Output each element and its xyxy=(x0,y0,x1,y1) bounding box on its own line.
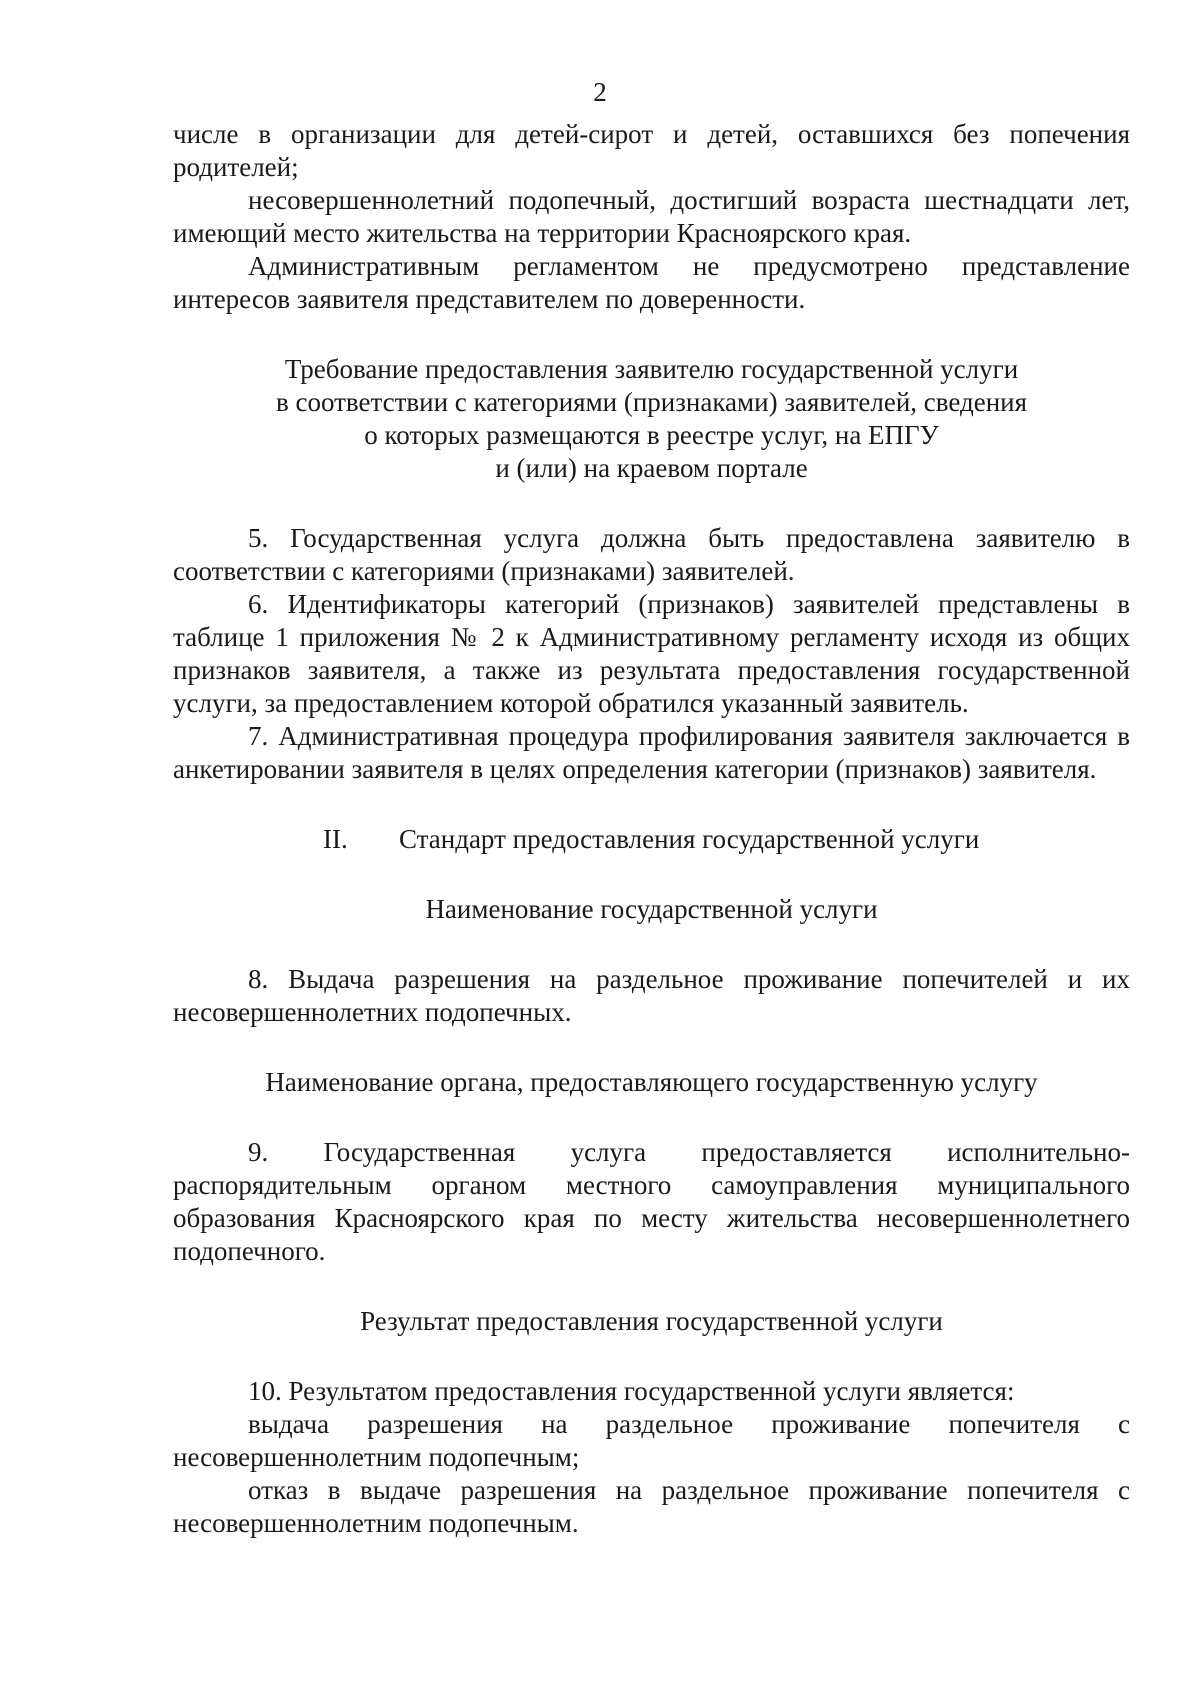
heading-requirement xyxy=(173,353,1130,485)
page-number: 2 xyxy=(593,77,607,107)
section-number: II. xyxy=(323,824,348,854)
paragraph-continuation-line1: числе в организации для детей-сирот и детей, оставшихся без попечения xyxy=(173,119,1130,149)
paragraph-10: 10. Результатом предоставления государственной услуги является: xyxy=(248,1376,1015,1406)
paragraph-5: 5. Государственная услуга должна быть предоставлена заявителю в соответствии с категориями (признаками) заявителей. xyxy=(173,523,1130,586)
paragraph-10-refusal: отказ в выдаче разрешения на раздельное проживание попечителя с несовершеннолетним подопечным. xyxy=(173,1475,1130,1538)
paragraph-8: 8. Выдача разрешения на раздельное проживание попечителей и их несовершеннолетних подопечных. xyxy=(173,964,1130,1027)
paragraph-continuation-line2: родителей; xyxy=(173,152,299,182)
paragraph-no-representation: Административным регламентом не предусмотрено представление интересов заявителя представителем по доверенности. xyxy=(173,251,1130,314)
heading-requirement-line: и (или) на краевом портале xyxy=(495,453,808,483)
heading-providing-organ: Наименование органа, предоставляющего государственную услугу xyxy=(265,1067,1038,1097)
heading-requirement-line: Требование предоставления заявителю государственной услуги xyxy=(284,354,1019,384)
document-body xyxy=(173,118,1130,1540)
section-heading xyxy=(173,823,1130,856)
paragraph-9: 9. Государственная услуга предоставляется исполнительно-распорядительным органом местного самоуправления муниципального образования Красноярского края по месту жительства несовершеннолетнего подопечного. xyxy=(173,1137,1130,1266)
paragraph-minor-ward: несовершеннолетний подопечный, достигший возраста шестнадцати лет, имеющий место жительства на территории Красноярского края. xyxy=(173,185,1130,248)
heading-service-name: Наименование государственной услуги xyxy=(425,894,878,924)
paragraph-10-issue: выдача разрешения на раздельное проживание попечителя с несовершеннолетним подопечным; xyxy=(173,1409,1130,1472)
heading-result: Результат предоставления государственной услуги xyxy=(360,1306,943,1336)
heading-requirement-line: в соответствии с категориями (признаками) заявителей, сведения xyxy=(275,387,1028,417)
paragraph-7: 7. Административная процедура профилирования заявителя заключается в анкетировании заявителя в целях определения категории (признаков) заявителя. xyxy=(173,721,1130,784)
section-title: Стандарт предоставления государственной услуги xyxy=(399,824,980,854)
heading-requirement-line: о которых размещаются в реестре услуг, на ЕПГУ xyxy=(364,420,939,450)
paragraph-6: 6. Идентификаторы категорий (признаков) заявителей представлены в таблице 1 приложения № 2 к Административному регламенту исходя из общих признаков заявителя, а также из результата предоставления государственной услуги, за предоставлением которой обратился указанный заявитель. xyxy=(173,589,1130,718)
